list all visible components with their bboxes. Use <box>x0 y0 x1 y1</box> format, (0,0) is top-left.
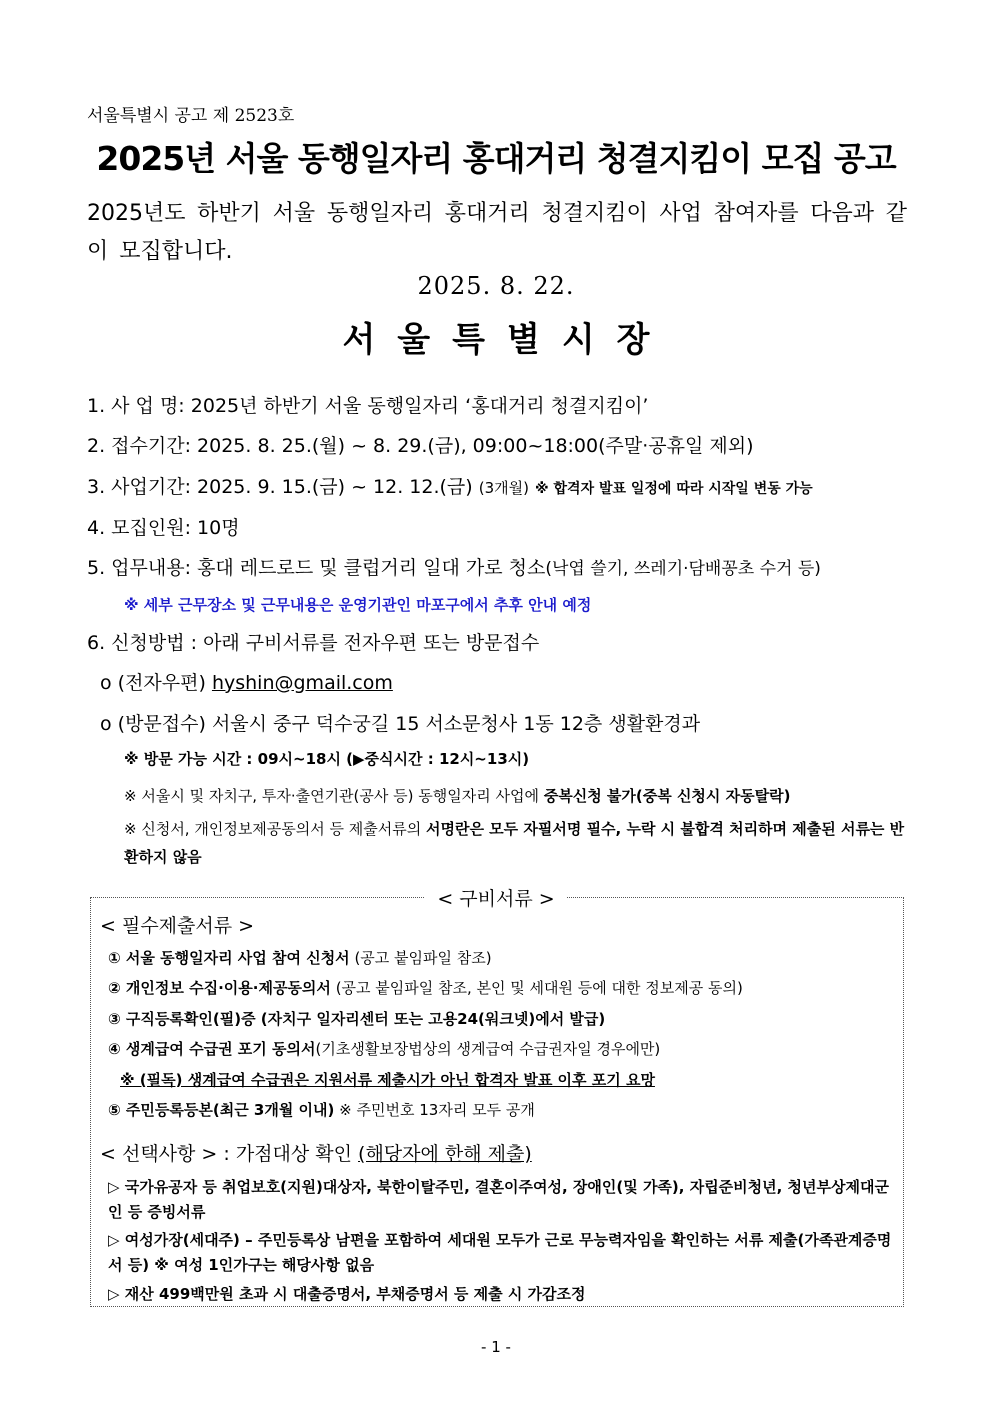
required-doc-3: ③ 구직등록확인(필)증 (자치구 일자리센터 또는 고용24(워크넷)에서 발급) <box>108 1010 606 1028</box>
issuer: 서울특별시장 <box>342 320 672 360</box>
email-link[interactable]: hyshin@gmail.com <box>211 672 393 694</box>
optional-doc-2: ▷ 여성가장(세대주) – 주민등록상 남편을 포함하여 세대원 모두가 근로 무능력자임을 확인하는 서류 제출(가족관계증명서 등) ※ 여성 1인가구는 해당사항 없음 <box>108 1231 892 1274</box>
item-how-to-apply: 6. 신청방법 : 아래 구비서류를 전자우편 또는 방문접수 <box>87 632 540 654</box>
item-label: 5. 업무내용: <box>87 557 191 579</box>
duties-note: ※ 세부 근무장소 및 근무내용은 운영기관인 마포구에서 추후 안내 예정 <box>124 596 592 614</box>
signature-note-text: ※ 신청서, 개인정보제공동의서 등 제출서류의 <box>124 820 426 838</box>
required-heading: < 필수제출서류 > <box>100 915 255 937</box>
required-doc-2: ② 개인정보 수집·이용·제공동의서 (공고 붙임파일 참조, 본인 및 세대원 등에 대한 정보제공 동의) <box>108 979 743 997</box>
required-doc-5: ⑤ 주민등록등본(최근 3개월 이내) ※ 주민번호 13자리 모두 공개 <box>108 1101 535 1119</box>
duplicate-note-text: ※ 서울시 및 자치구, 투자·출연기관(공사 등) 동행일자리 사업에 <box>124 787 544 805</box>
duplicate-note <box>124 785 790 806</box>
item-note: ※ 합격자 발표 일정에 따라 시작일 변동 가능 <box>535 481 813 497</box>
item-value: 2025. 9. 15.(금) ~ 12. 12.(금) <box>197 476 473 498</box>
required-doc-1: ① 서울 동행일자리 사업 참여 신청서 (공고 붙임파일 참조) <box>108 949 492 967</box>
item-value: 홍대 레드로드 및 클럽거리 일대 가로 청소 <box>197 557 546 579</box>
item-project-period <box>87 472 813 499</box>
item-value: 2025. 8. 25.(월) ~ 8. 29.(금), 09:00~18:00(주말·공휴일 제외) <box>197 435 754 457</box>
item-label: 1. 사 업 명: <box>87 395 185 417</box>
required-doc-4: ④ 생계급여 수급권 포기 동의서(기초생활보장법상의 생계급여 수급권자일 경우에만) <box>108 1040 661 1058</box>
intro-text: 2025년도 하반기 서울 동행일자리 홍대거리 청결지킴이 사업 참여자를 다음과 같이 모집합니다. <box>87 201 907 264</box>
item-detail: (낙엽 쓸기, 쓰레기·담배꽁초 수거 등) <box>545 559 821 579</box>
page-title: 2025년 서울 동행일자리 홍대거리 청결지킴이 모집 공고 <box>96 139 896 178</box>
optional-emph: (해당자에 한해 제출) <box>358 1143 532 1165</box>
duplicate-note-emph: 중복신청 불가(중복 신청시 자동탈락) <box>543 787 791 805</box>
optional-doc-1: ▷ 국가유공자 등 취업보호(지원)대상자, 북한이탈주민, 결혼이주여성, 장애인(및 가족), 자립준비청년, 청년부상제대군인 등 증빙서류 <box>108 1178 889 1221</box>
item-label: 3. 사업기간: <box>87 476 191 498</box>
required-doc-4-note: ※ (필독) 생계급여 수급권은 지원서류 제출시가 아닌 합격자 발표 이후 포기 요망 <box>120 1071 655 1089</box>
optional-heading: < 선택사항 > : 가점대상 확인 (해당자에 한해 제출) <box>100 1143 532 1165</box>
item-duties <box>87 553 821 580</box>
item-label: 2. 접수기간: <box>87 435 191 457</box>
item-recruit-count: 4. 모집인원: 10명 <box>87 517 240 539</box>
notice-date: 2025. 8. 22. <box>417 272 575 300</box>
notice-number: 서울특별시 공고 제 2523호 <box>87 106 295 126</box>
item-value: 2025년 하반기 서울 동행일자리 ‘홍대거리 청결지킴이’ <box>190 395 649 417</box>
page-number: - 1 - <box>481 1338 511 1356</box>
item-months: (3개월) <box>478 479 529 497</box>
optional-doc-3: ▷ 재산 499백만원 초과 시 대출증명서, 부채증명서 등 제출 시 가감조정 <box>108 1285 586 1303</box>
signature-note <box>124 815 909 871</box>
apply-email <box>100 668 393 695</box>
documents-box-title: < 구비서류 > <box>0 884 992 911</box>
email-label: o (전자우편) <box>100 672 206 694</box>
item-project-name <box>87 391 648 418</box>
visit-hours-note: ※ 방문 가능 시간 : 09시~18시 (▶중식시간 : 12시~13시) <box>124 750 530 768</box>
apply-visit: o (방문접수) 서울시 중구 덕수궁길 15 서소문청사 1동 12층 생활환경과 <box>100 713 701 735</box>
signature-note-emph: 서명란은 모두 자필서명 필수, 누락 시 불합격 처리하며 제출된 서류는 반환하지 않음 <box>124 820 905 866</box>
item-application-period <box>87 431 754 458</box>
